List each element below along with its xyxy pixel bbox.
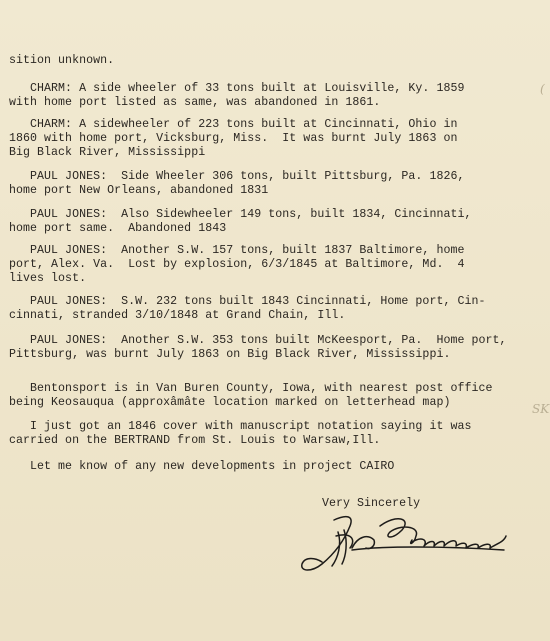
letter-line: port, Alex. Va. Lost by explosion, 6/3/1845 at Baltimore, Md. 4 <box>9 258 465 271</box>
letter-line: PAUL JONES: Side Wheeler 306 tons, built Pittsburg, Pa. 1826, <box>9 170 465 183</box>
letter-line: PAUL JONES: Also Sidewheeler 149 tons, built 1834, Cincinnati, <box>9 208 472 221</box>
handwritten-signature <box>292 506 524 578</box>
letter-line: being Keosauqua (approxâmâte location marked on letterhead map) <box>9 396 451 409</box>
letter-line: PAUL JONES: S.W. 232 tons built 1843 Cincinnati, Home port, Cin- <box>9 295 486 308</box>
closing-text: Very Sincerely <box>322 497 421 510</box>
margin-pencil-mark: SK <box>532 402 550 416</box>
letter-line: CHARM: A side wheeler of 33 tons built at Louisville, Ky. 1859 <box>9 82 465 95</box>
letter-line: I just got an 1846 cover with manuscript notation saying it was <box>9 420 472 433</box>
letter-line: with home port listed as same, was abandoned in 1861. <box>9 96 381 109</box>
letter-line: lives lost. <box>9 272 87 285</box>
letter-line: CHARM: A sidewheeler of 223 tons built at Cincinnati, Ohio in <box>9 118 458 131</box>
letter-line: sition unknown. <box>9 54 115 67</box>
letter-line: Bentonsport is in Van Buren County, Iowa, with nearest post office <box>9 382 493 395</box>
letter-line: Let me know of any new developments in project CAIRO <box>9 460 395 473</box>
letter-line: Pittsburg, was burnt July 1863 on Big Black River, Mississippi. <box>9 348 451 361</box>
letter-line: cinnati, stranded 3/10/1848 at Grand Chain, Ill. <box>9 309 346 322</box>
letter-line: 1860 with home port, Vicksburg, Miss. It was burnt July 1863 on <box>9 132 458 145</box>
letter-line: home port same. Abandoned 1843 <box>9 222 227 235</box>
letter-line: Big Black River, Mississippi <box>9 146 206 159</box>
letter-line: PAUL JONES: Another S.W. 157 tons, built 1837 Baltimore, home <box>9 244 465 257</box>
margin-pencil-mark: ( <box>540 82 545 96</box>
letter-line: home port New Orleans, abandoned 1831 <box>9 184 269 197</box>
letter-line: carried on the BERTRAND from St. Louis to Warsaw,Ill. <box>9 434 381 447</box>
letter-line: PAUL JONES: Another S.W. 353 tons built McKeesport, Pa. Home port, <box>9 334 507 347</box>
